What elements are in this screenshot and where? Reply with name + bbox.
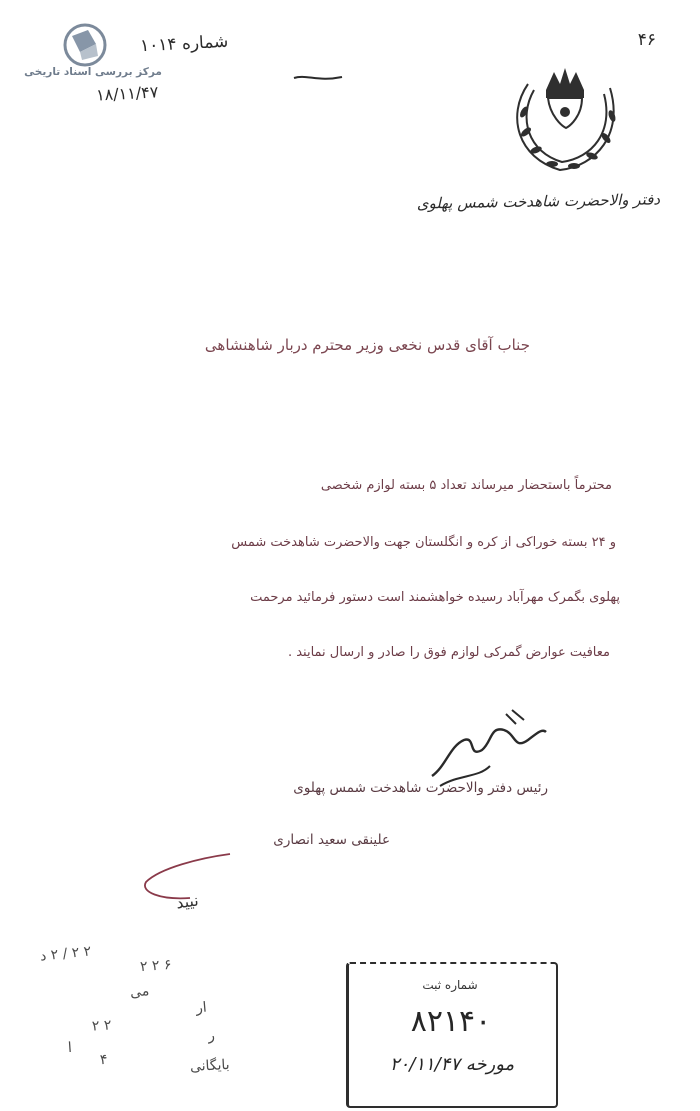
handwritten-note: ۲ ۲ / ۲ د — [39, 943, 93, 965]
handwritten-note: ۲ ۲ ۶ — [139, 956, 172, 976]
archive-logo-icon — [62, 22, 108, 68]
handwritten-note: ۴ — [99, 1051, 109, 1069]
handwritten-note: ا — [67, 1039, 73, 1057]
handwritten-note: بایگانی — [189, 1056, 231, 1076]
registry-stamp — [346, 962, 558, 1108]
corner-folio-mark: ۴۶ — [637, 30, 656, 50]
body-line: پهلوی بگمرک مهرآباد رسیده خواهشمند است دستور فرمائید مرحمت — [250, 590, 620, 605]
stamp-header: شماره ثبت — [422, 978, 478, 992]
handwritten-note: ر — [207, 1027, 216, 1045]
reference-number: شماره ۱۰۱۴ — [139, 31, 229, 57]
stamp-number: ۸۲۱۴۰ — [410, 1004, 492, 1039]
signatory-title: رئیس دفتر والاحضرت شاهدخت شمس پهلوی — [293, 780, 548, 796]
handwritten-note: ۲ ۲ — [91, 1017, 113, 1035]
body-line: محترماً باستحضار میرساند تعداد ۵ بسته لوازم شخصی — [320, 478, 612, 493]
body-line: معافیت عوارض گمرکی لوازم فوق را صادر و ارسال نمایند . — [287, 645, 610, 660]
salutation: جناب آقای قدس نخعی وزیر محترم دربار شاهنشاهی — [204, 336, 530, 354]
signatory-name: علینقی سعید انصاری — [273, 832, 390, 848]
body-line: و ۲۴ بسته خوراکی از کره و انگلستان جهت والاحضرت شاهدخت شمس — [231, 535, 616, 550]
issuing-office-name: دفتر والاحضرت شاهدخت شمس پهلوی — [416, 190, 661, 213]
royal-crown-emblem-icon — [500, 54, 630, 182]
reference-date: ۱۸/۱۱/۴۷ — [95, 82, 159, 105]
watermark-text: مرکز بررسی اسناد تاریخی — [24, 66, 162, 78]
margin-note: نیید — [174, 890, 200, 913]
stamp-date: مورخه ۲۰/۱۱/۴۷ — [389, 1054, 515, 1075]
pen-dash-mark — [292, 70, 344, 84]
handwritten-note: می — [129, 983, 150, 1001]
handwritten-note: ار — [195, 999, 208, 1017]
